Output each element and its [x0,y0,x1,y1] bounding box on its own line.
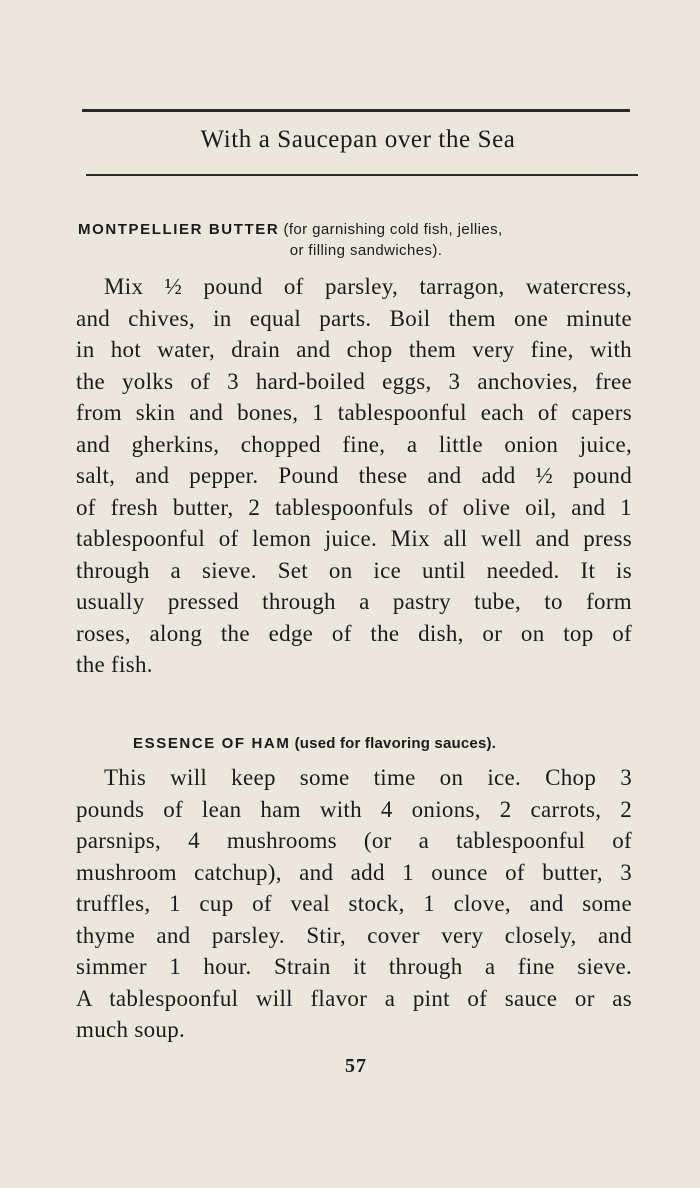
text-line: through a sieve. Set on ice until needed. It is [76,557,632,583]
recipe-note-continued: or filling sandwiches). [289,242,443,259]
text-line: mushroom catchup), and add 1 ounce of butter, 3 [76,859,632,885]
text-line: This will keep some time on ice. Chop 3 [104,765,632,790]
text-line: thyme and parsley. Stir, cover very closely, and [76,922,632,948]
text-line: truffles, 1 cup of veal stock, 1 clove, and some [76,891,632,916]
text-line: the fish. [76,652,153,677]
text-line: from skin and bones, 1 tablespoonful each of capers [76,400,632,425]
text-line: much soup. [76,1017,186,1042]
text-line: salt, and pepper. Pound these and add ½ pound [76,463,632,488]
text-line: pounds of lean ham with 4 onions, 2 carrots, 2 [76,796,632,822]
text-line: the yolks of 3 hard-boiled eggs, 3 anchovies, free [76,368,632,394]
text-line: and gherkins, chopped fine, a little onion juice, [76,431,632,457]
recipe-body-essence-of-ham [76,762,632,1046]
text-line: roses, along the edge of the dish, or on top of [76,620,632,646]
text-line: usually pressed through a pastry tube, to form [76,589,632,614]
recipe-body-montpellier-butter [76,271,632,681]
recipe-heading-montpellier-butter [78,219,634,261]
recipe-name: ESSENCE OF HAM [133,735,291,752]
recipe-heading-essence-of-ham [133,733,613,754]
page-number: 57 [345,1055,367,1077]
running-head: With a Saucepan over the Sea [200,126,516,153]
text-line: simmer 1 hour. Strain it through a fine sieve. [76,954,632,979]
text-line: in hot water, drain and chop them very fine, with [76,337,632,362]
header-rule-bottom [86,174,638,176]
recipe-name: MONTPELLIER BUTTER [78,221,280,238]
text-line: A tablespoonful will flavor a pint of sauce or as [76,985,632,1011]
text-line: and chives, in equal parts. Boil them one minute [76,305,632,331]
text-line: Mix ½ pound of parsley, tarragon, watercress, [104,274,632,299]
text-line: tablespoonful of lemon juice. Mix all well and press [76,526,632,551]
header-rule-top [82,109,630,112]
recipe-note: (used for flavoring sauces). [294,735,497,752]
text-line: parsnips, 4 mushrooms (or a tablespoonful of [76,828,632,853]
recipe-note: (for garnishing cold fish, jellies, [283,221,503,238]
text-line: of fresh butter, 2 tablespoonfuls of olive oil, and 1 [76,494,632,520]
